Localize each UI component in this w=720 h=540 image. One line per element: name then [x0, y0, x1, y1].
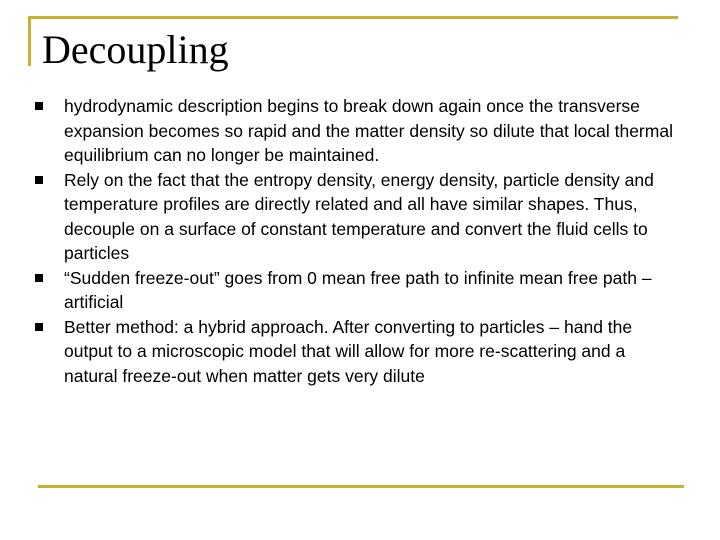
square-bullet-icon: [35, 176, 43, 184]
bullet-text: hydrodynamic description begins to break down again once the transverse expansion becomes so rapid and the matter density so dilute that local thermal equilibrium can no longer be maintained.: [64, 96, 673, 165]
bullet-text: Better method: a hybrid approach. After converting to particles – hand the output to a microscopic model that will allow for more re-scattering and a natural freeze-out when matter gets very dilute: [64, 316, 633, 386]
bullet-list: [35, 94, 675, 388]
bottom-rule: [38, 485, 684, 488]
left-rule: [28, 16, 31, 66]
bullet-item: [35, 266, 675, 315]
top-rule: [28, 16, 678, 19]
bullet-item: [35, 94, 675, 168]
square-bullet-icon: [35, 102, 43, 110]
bullet-text: “Sudden freeze-out” goes from 0 mean free path to infinite mean free path – artificial: [64, 267, 652, 312]
square-bullet-icon: [35, 274, 43, 282]
bullet-item: [35, 168, 675, 266]
bullet-item: [35, 315, 675, 389]
slide-title: Decoupling: [42, 27, 229, 72]
square-bullet-icon: [35, 323, 43, 331]
bullet-text: Rely on the fact that the entropy density, energy density, particle density and temperature profiles are directly related and all have similar shapes. Thus, decouple on a surface of constant temperature and convert the fluid cells to particles: [64, 169, 654, 263]
